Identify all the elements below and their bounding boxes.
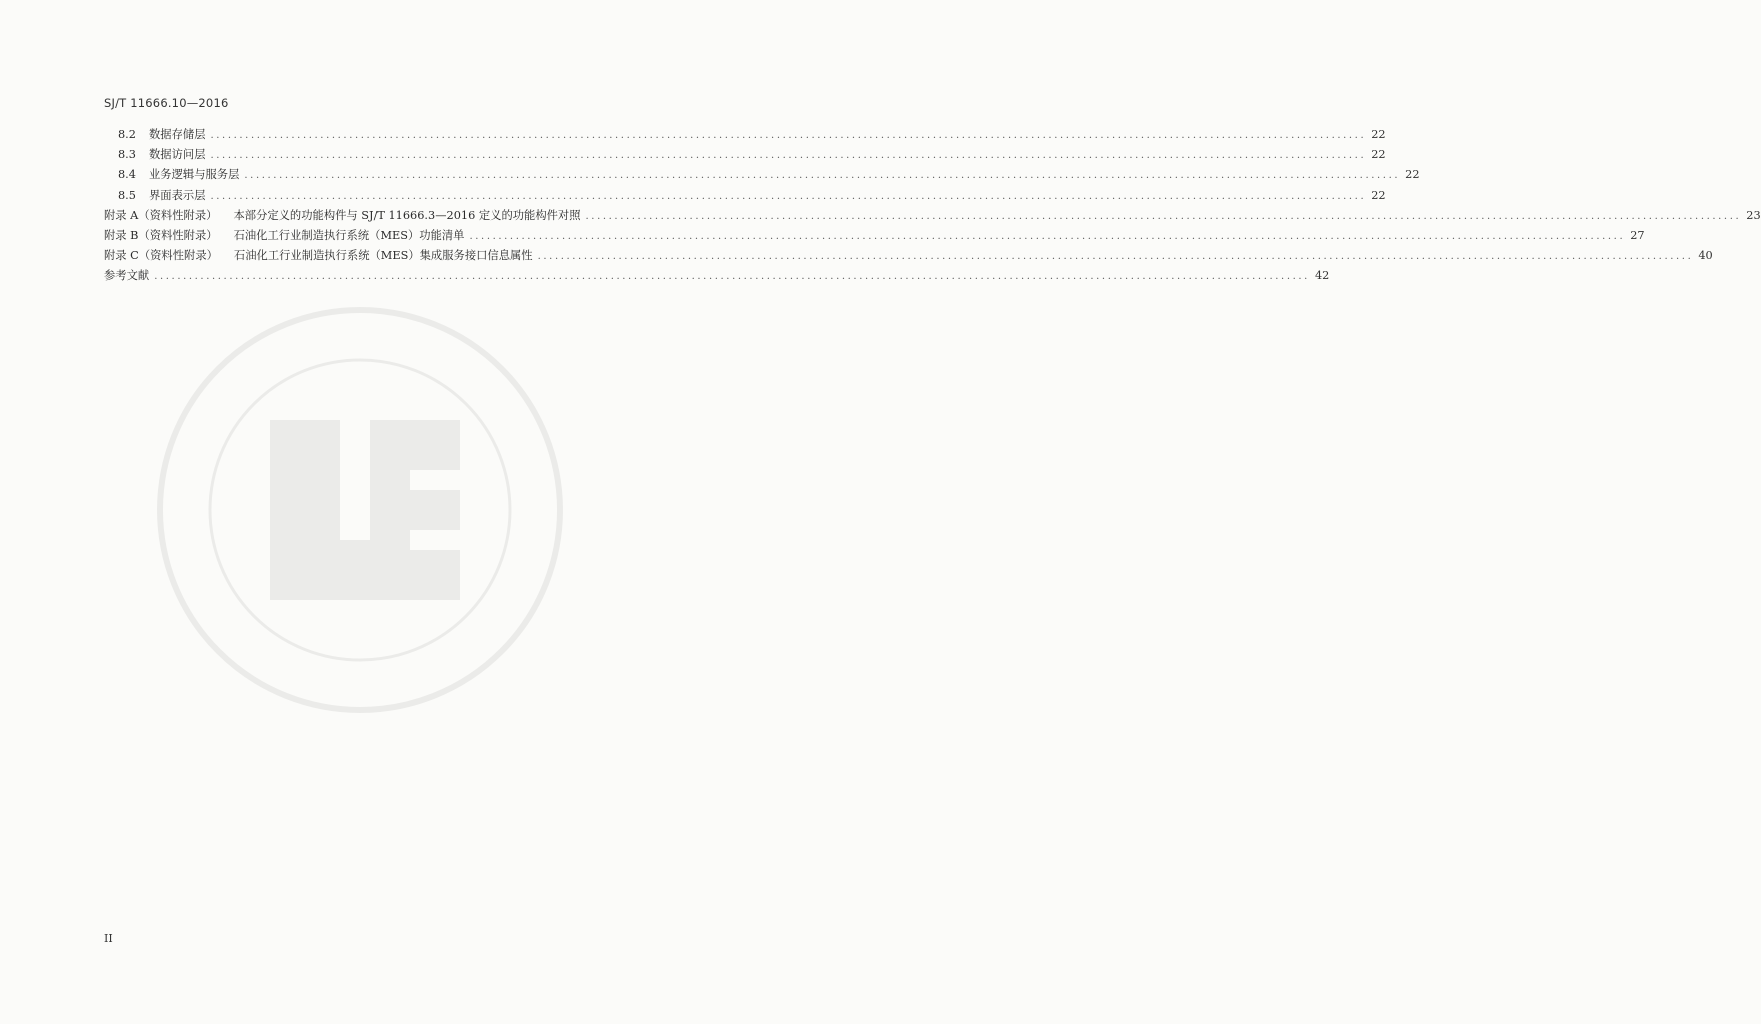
toc-entry-title: 界面表示层 — [149, 188, 206, 202]
toc-entry-page: 22 — [1405, 168, 1420, 182]
toc-entry-title: 石油化工行业制造执行系统（MES）集成服务接口信息属性 — [233, 249, 533, 263]
toc-dot-leader: ........................................................................................................................................................................................................ — [585, 210, 1742, 222]
toc-dot-leader: ........................................................................................................................................................................................................ — [537, 251, 1694, 263]
toc-entry-page: 22 — [1371, 148, 1386, 162]
toc-entry[interactable] — [104, 145, 1386, 165]
toc-entry-page: 22 — [1371, 188, 1386, 202]
toc-entry-title: 数据存储层 — [149, 128, 206, 141]
toc-entry-page: 40 — [1698, 249, 1713, 263]
toc-entry-title: 业务逻辑与服务层 — [149, 168, 240, 182]
toc-entry-number: 8.3 — [118, 148, 136, 162]
toc-entry[interactable] — [104, 266, 1330, 286]
standard-number-header: SJ/T 11666.10—2016 — [104, 96, 229, 110]
toc-entry-number: 8.2 — [118, 128, 136, 141]
toc-entry-title: 石油化工行业制造执行系统（MES）功能清单 — [233, 228, 465, 242]
toc-dot-leader: ........................................................................................................................................................................................................ — [154, 271, 1310, 283]
toc-dot-leader: ........................................................................................................................................................................................................ — [210, 130, 1367, 141]
toc-entry-appendix-label: 附录 B（资料性附录） — [104, 228, 218, 242]
toc-entry[interactable] — [104, 226, 1645, 246]
toc-entry[interactable] — [104, 246, 1713, 266]
toc-dot-leader: ........................................................................................................................................................................................................ — [210, 150, 1367, 162]
page-number-footer: II — [104, 932, 113, 945]
toc-entry-number: 8.4 — [118, 168, 136, 182]
toc-entry[interactable] — [104, 125, 1386, 145]
toc-entry[interactable] — [104, 206, 1761, 226]
toc-entry-number: 8.5 — [118, 188, 136, 202]
toc-entry-page: 42 — [1314, 269, 1330, 283]
toc-entry-title: 本部分定义的功能构件与 SJ/T 11666.3—2016 定义的功能构件对照 — [233, 208, 581, 222]
toc-entry-page: 23 — [1746, 208, 1761, 222]
toc-dot-leader: ........................................................................................................................................................................................................ — [469, 230, 1626, 242]
toc-entry-appendix-label: 附录 C（资料性附录） — [104, 249, 218, 263]
toc-entry-appendix-label: 附录 A（资料性附录） — [104, 208, 218, 222]
toc-entry-page: 22 — [1371, 128, 1386, 141]
table-of-contents — [104, 125, 1761, 287]
toc-entry-title: 参考文献 — [104, 269, 150, 283]
watermark-seal — [150, 300, 570, 720]
toc-entry[interactable] — [104, 165, 1420, 185]
toc-entry[interactable] — [104, 186, 1386, 206]
toc-entry-page: 27 — [1630, 228, 1645, 242]
toc-dot-leader: ........................................................................................................................................................................................................ — [244, 170, 1401, 182]
toc-dot-leader: ........................................................................................................................................................................................................ — [210, 190, 1367, 202]
toc-entry-title: 数据访问层 — [149, 148, 206, 162]
